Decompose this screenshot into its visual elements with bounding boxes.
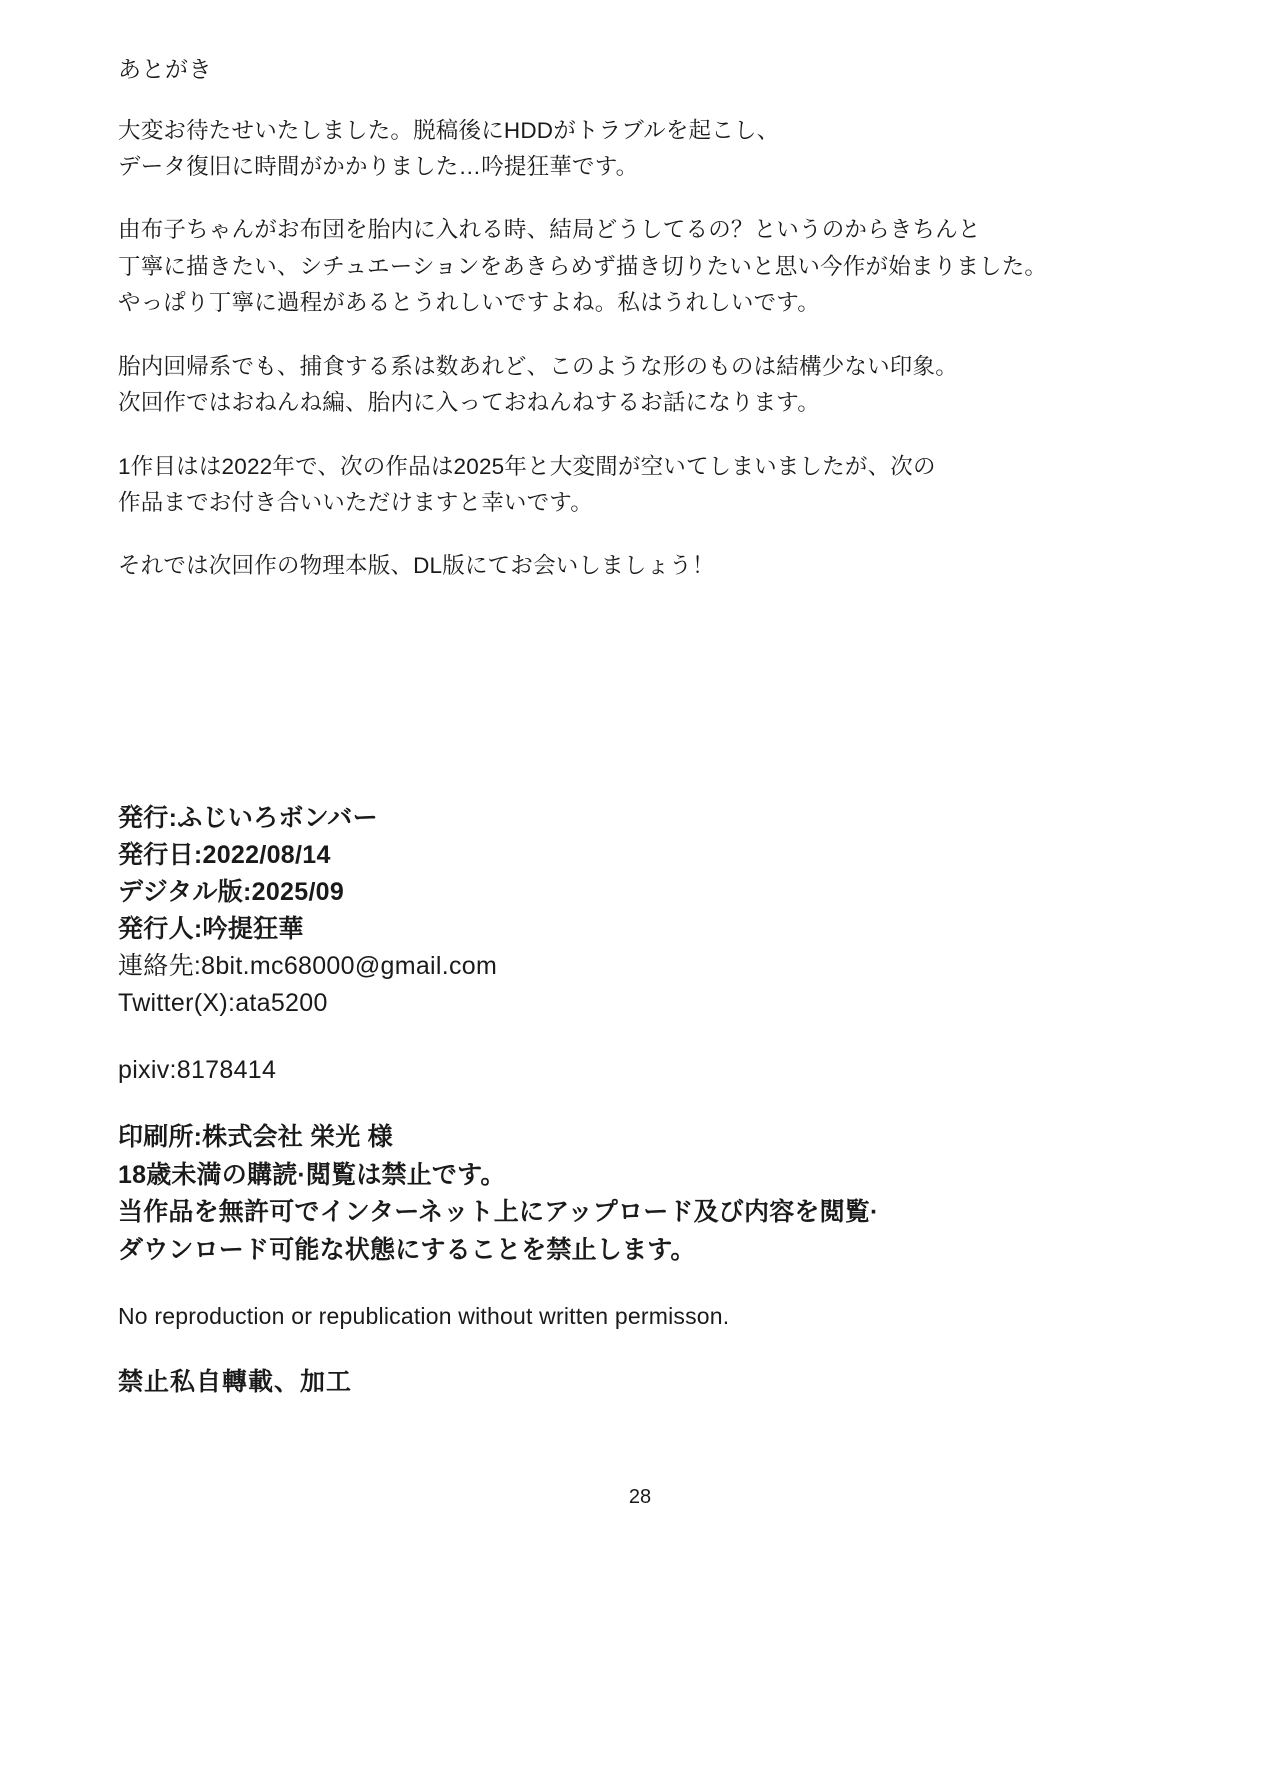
afterword-paragraph-1	[118, 113, 1178, 186]
spacer	[118, 1334, 1178, 1364]
colophon-author: 発行人:吟提狂華	[118, 915, 304, 943]
afterword-section	[118, 52, 1178, 585]
colophon-english-notice: No reproduction or republication without written permisson.	[118, 1303, 730, 1329]
colophon-section	[118, 800, 1178, 1401]
afterword-heading: あとがき	[118, 56, 212, 82]
afterword-paragraph-3	[118, 349, 1178, 422]
colophon-chinese-notice: 禁止私自轉載、加工	[118, 1367, 353, 1396]
colophon-upload-notice-line-2: ダウンロード可能な状態にすることを禁止します。	[118, 1235, 696, 1264]
afterword-paragraph-4	[118, 449, 1178, 522]
afterword-line: 次回作ではおねんね編、胎内に入っておねんねするお話になります。	[118, 390, 820, 416]
colophon-publisher: 発行:ふじいろボンバー	[118, 804, 378, 832]
colophon-digital-edition: デジタル版:2025/09	[118, 878, 345, 906]
spacer	[118, 1022, 1178, 1052]
afterword-line: 大変お待たせいたしました。脱稿後にHDDがトラブルを起こし、	[118, 117, 780, 143]
page-number: 28	[628, 1486, 652, 1508]
colophon-publish-date: 発行日:2022/08/14	[118, 841, 331, 869]
afterword-line: やっぱり丁寧に過程があるとうれしいですよね。私はうれしいです。	[118, 290, 820, 316]
afterword-paragraph-5	[118, 548, 1178, 584]
spacer	[118, 1269, 1178, 1299]
spacer	[118, 1089, 1178, 1119]
afterword-line: データ復旧に時間がかかりました…吟提狂華です。	[118, 153, 639, 179]
afterword-line: 作品までお付き合いいただけますと幸いです。	[118, 490, 593, 515]
colophon-age-notice: 18歳未満の購読·閲覧は禁止です。	[118, 1160, 506, 1189]
colophon-pixiv-id: pixiv:8178414	[118, 1056, 277, 1084]
afterword-paragraph-2	[118, 212, 1178, 321]
colophon-contact-email: 連絡先:8bit.mc68000@gmail.com	[118, 952, 498, 980]
colophon-upload-notice-line-1: 当作品を無許可でインターネット上にアップロード及び内容を閲覧·	[118, 1198, 879, 1226]
colophon-printer: 印刷所:株式会社 栄光 様	[118, 1123, 393, 1151]
afterword-line: 丁寧に描きたい、シチュエーションをあきらめず描き切りたいと思い今作が始まりました。	[118, 253, 1048, 279]
afterword-line: 1作目はは2022年で、次の作品は2025年と大変間が空いてしまいましたが、次の	[118, 453, 936, 479]
colophon-twitter-handle: Twitter(X):ata5200	[118, 989, 328, 1017]
afterword-line: それでは次回作の物理本版、DL版にてお会いしましょう！	[118, 553, 715, 579]
afterword-line: 由布子ちゃんがお布団を胎内に入れる時、結局どうしてるの？というのからきちんと	[118, 217, 981, 243]
afterword-line: 胎内回帰系でも、捕食する系は数あれど、このような形のものは結構少ない印象。	[118, 353, 958, 379]
